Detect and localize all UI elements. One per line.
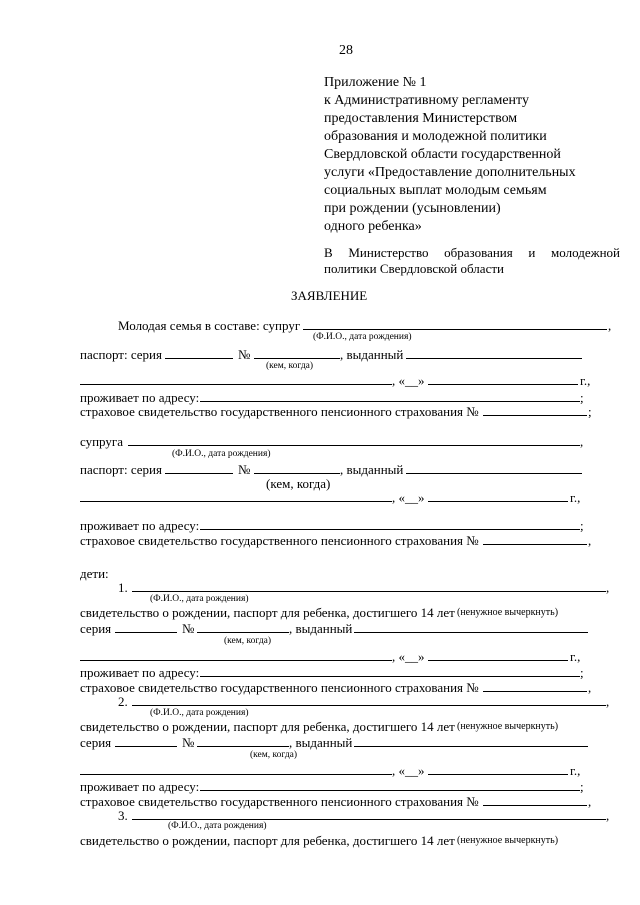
date-quote: , «__» (392, 373, 425, 388)
year-label: г., (570, 649, 581, 664)
appendix-line: к Административному регламенту (324, 93, 529, 108)
hint-fio: (Ф.И.О., дата рождения) (150, 594, 249, 604)
number-label: № (238, 347, 251, 362)
cross-out-note: (ненужное вычеркнуть) (457, 835, 559, 846)
appendix-line: образования и молодежной политики (324, 129, 547, 144)
number-label: № (238, 462, 251, 477)
insurance-field[interactable] (483, 415, 587, 416)
hint-fio: (Ф.И.О., дата рождения) (313, 332, 412, 342)
children-label: дети: (80, 566, 109, 581)
cross-out-note: (ненужное вычеркнуть) (457, 607, 559, 618)
hint-issued: (кем, когда) (266, 476, 331, 491)
certificate-label: свидетельство о рождении, паспорт для ребенка, достигшего 14 лет (80, 719, 455, 734)
appendix-line: социальных выплат молодым семьям (324, 183, 547, 198)
passport-series-label: паспорт: серия (80, 462, 162, 477)
insurance-label: страховое свидетельство государственного пенсионного страхования № (80, 404, 479, 419)
issued-label: , выданный (289, 735, 353, 750)
passport-series-field[interactable] (165, 473, 233, 474)
cross-out-note: (ненужное вычеркнуть) (457, 721, 559, 732)
certificate-label: свидетельство о рождении, паспорт для ребенка, достигшего 14 лет (80, 833, 455, 848)
series-label: серия (80, 621, 112, 636)
issued-label: , выданный (340, 347, 404, 362)
appendix-line: предоставления Министерством (324, 111, 518, 126)
spouse1-intro: Молодая семья в составе: супруг (118, 318, 301, 333)
spouse1-fio-line[interactable] (303, 329, 607, 330)
spouse2-fio-line[interactable] (128, 445, 580, 446)
issued-field[interactable] (354, 632, 588, 633)
address-label: проживает по адресу: (80, 390, 200, 405)
address-label: проживает по адресу: (80, 779, 200, 794)
issued-continue-field[interactable] (80, 384, 392, 385)
child-fio-line[interactable] (132, 591, 606, 592)
hint-issued: (кем, когда) (224, 636, 272, 646)
address-field[interactable] (200, 529, 580, 530)
child-number: 3. (118, 808, 128, 823)
insurance-label: страховое свидетельство государственного пенсионного страхования № (80, 533, 479, 548)
number-label: № (182, 735, 195, 750)
appendix-line: при рождении (усыновлении) (324, 201, 501, 216)
hint-fio: (Ф.И.О., дата рождения) (172, 449, 271, 459)
date-field[interactable] (428, 660, 568, 661)
address-label: проживает по адресу: (80, 665, 200, 680)
child-fio-line[interactable] (132, 819, 606, 820)
page-number: 28 (339, 43, 353, 58)
hint-fio: (Ф.И.О., дата рождения) (150, 708, 249, 718)
address-field[interactable] (200, 790, 580, 791)
passport-number-field[interactable] (254, 473, 340, 474)
number-field[interactable] (197, 746, 289, 747)
appendix-line: Приложение № 1 (324, 75, 427, 90)
insurance-label: страховое свидетельство государственного пенсионного страхования № (80, 794, 479, 809)
certificate-label: свидетельство о рождении, паспорт для ребенка, достигшего 14 лет (80, 605, 455, 620)
passport-series-field[interactable] (165, 358, 233, 359)
child-fio-line[interactable] (132, 705, 606, 706)
issued-field[interactable] (406, 358, 582, 359)
addressee-line: политики Свердловской области (324, 261, 504, 276)
issued-label: , выданный (340, 462, 404, 477)
issued-continue-field[interactable] (80, 774, 392, 775)
year-label: г., (570, 490, 581, 505)
passport-series-label: паспорт: серия (80, 347, 162, 362)
number-field[interactable] (197, 632, 289, 633)
appendix-line: Свердловской области государственной (324, 147, 561, 162)
spouse2-label: супруга (80, 434, 123, 449)
year-label: г., (570, 763, 581, 778)
series-field[interactable] (115, 632, 177, 633)
year-label: г., (580, 373, 591, 388)
insurance-field[interactable] (483, 805, 587, 806)
date-quote: , «__» (392, 649, 425, 664)
address-field[interactable] (200, 401, 580, 402)
series-label: серия (80, 735, 112, 750)
child-number: 2. (118, 694, 128, 709)
date-field[interactable] (428, 501, 568, 502)
issued-continue-field[interactable] (80, 501, 392, 502)
date-quote: , «__» (392, 490, 425, 505)
hint-issued: (кем, когда) (250, 750, 298, 760)
issued-label: , выданный (289, 621, 353, 636)
document-title: ЗАЯВЛЕНИЕ (291, 288, 368, 303)
issued-field[interactable] (406, 473, 582, 474)
date-quote: , «__» (392, 763, 425, 778)
insurance-field[interactable] (483, 691, 587, 692)
date-field[interactable] (428, 384, 578, 385)
passport-number-field[interactable] (254, 358, 340, 359)
hint-issued: (кем, когда) (266, 361, 314, 371)
insurance-field[interactable] (483, 544, 587, 545)
series-field[interactable] (115, 746, 177, 747)
appendix-line: услуги «Предоставление дополнительных (324, 165, 576, 180)
issued-continue-field[interactable] (80, 660, 392, 661)
address-label: проживает по адресу: (80, 518, 200, 533)
appendix-line: одного ребенка» (324, 219, 422, 234)
child-number: 1. (118, 580, 128, 595)
hint-fio: (Ф.И.О., дата рождения) (168, 821, 267, 831)
addressee-line: В Министерство образования и молодежной (324, 245, 620, 260)
address-field[interactable] (200, 676, 580, 677)
issued-field[interactable] (354, 746, 588, 747)
insurance-label: страховое свидетельство государственного пенсионного страхования № (80, 680, 479, 695)
number-label: № (182, 621, 195, 636)
date-field[interactable] (428, 774, 568, 775)
